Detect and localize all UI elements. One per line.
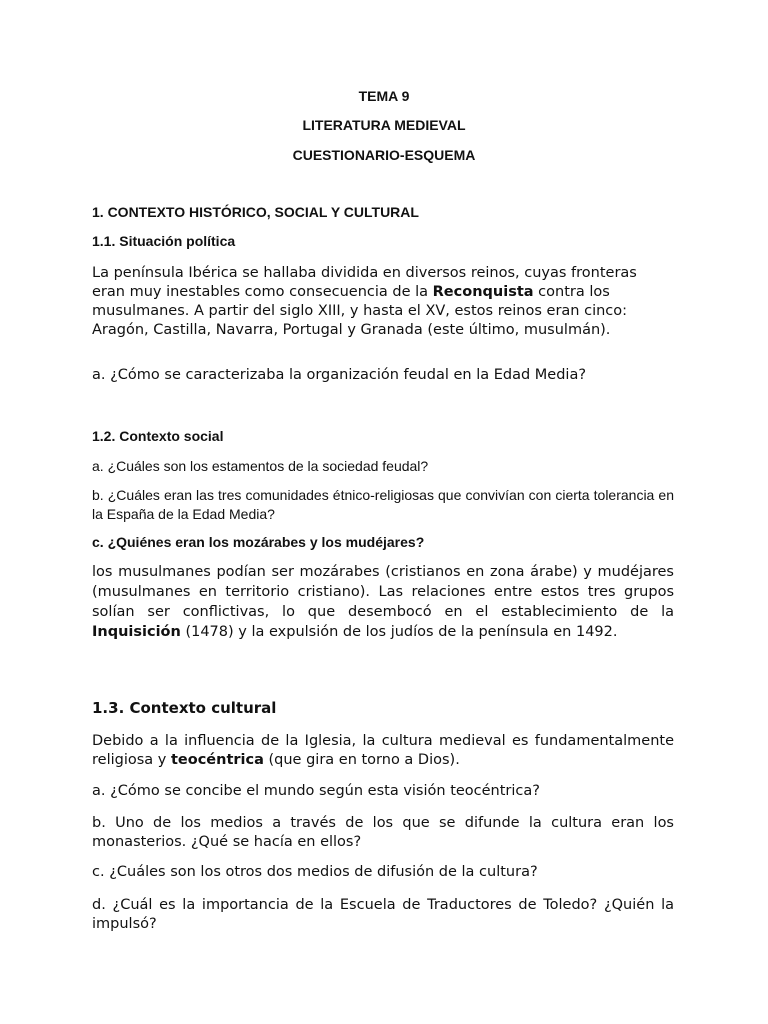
paragraph-bold-term: teocéntrica [170,752,264,768]
section-1-2-heading: 1.2. Contexto social [92,428,224,444]
document-subtitle: CUESTIONARIO-ESQUEMA [292,147,476,163]
section-1-2-question-c: c. ¿Quiénes eran los mozárabes y los mudéjares? [92,534,425,550]
paragraph-text: La península Ibérica se hallaba dividida en diversos reinos, cuyas fronteras eran muy inestables como consecuencia de la [92,265,637,300]
section-1-2-answer [92,562,674,642]
section-1-1-paragraph [92,264,674,340]
paragraph-bold-term: Reconquista [432,284,534,300]
section-1-3-question-d: d. ¿Cuál es la importancia de la Escuela de Traductores de Toledo? ¿Quién la impulsó? [92,897,674,932]
section-1-3-paragraph [92,732,674,770]
section-1-2-question-a: a. ¿Cuáles son los estamentos de la sociedad feudal? [92,458,429,474]
paragraph-text: Debido a la influencia de la Iglesia, la cultura medieval es fundamentalmente religiosa y [92,733,674,768]
paragraph-text: contra los musulmanes. A partir del siglo XIII, y hasta el XV, estos reinos eran cinco: Aragón, Castilla, Navarra, Portugal y Granada (este último, musulmán). [92,284,628,338]
section-1-3-question-c: c. ¿Cuáles son los otros dos medios de difusión de la cultura? [92,864,538,880]
paragraph-text: (1478) y la expulsión de los judíos de la península en 1492. [180,624,618,640]
section-1-heading: 1. CONTEXTO HISTÓRICO, SOCIAL Y CULTURAL [92,204,419,220]
section-1-1-question-a: a. ¿Cómo se caracterizaba la organización feudal en la Edad Media? [92,367,587,383]
tema-label: TEMA 9 [358,88,410,104]
section-1-3-question-a: a. ¿Cómo se concibe el mundo según esta visión teocéntrica? [92,783,540,799]
section-1-3-question-b: b. Uno de los medios a través de los que se difunde la cultura eran los monasterios. ¿Qué se hacía en ellos? [92,815,674,850]
section-1-3-heading: 1.3. Contexto cultural [92,699,277,717]
paragraph-text: los musulmanes podían ser mozárabes (cristianos en zona árabe) y mudéjares (musulmanes en territorio cristiano). Las relaciones entre estos tres grupos solían ser conflictivas, lo que desembocó en el establecimiento de la [92,564,674,620]
section-1-2-question-b: b. ¿Cuáles eran las tres comunidades étnico-religiosas que convivían con cierta tolerancia en la España de la Edad Media? [92,487,674,522]
section-1-1-heading: 1.1. Situación política [92,233,236,249]
document-title: LITERATURA MEDIEVAL [302,117,466,133]
paragraph-bold-term: Inquisición [92,624,181,640]
paragraph-text: (que gira en torno a Dios). [263,752,460,768]
